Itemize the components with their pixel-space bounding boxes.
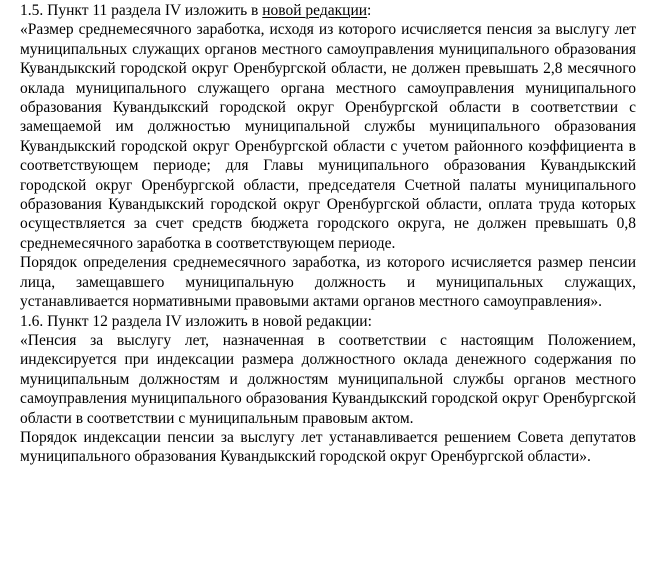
section-1-6-heading: 1.6. Пункт 12 раздела IV изложить в новой редакции: [20,312,372,330]
section-1-6-paragraph-2: Порядок индексации пенсии за выслугу лет устанавливается решением Совета депутатов муниципального образования Кувандыкский городской округ Оренбургской области». [20,428,636,466]
section-1-5-heading [20,1,636,20]
section-1-5-paragraph-1: «Размер среднемесячного заработка, исходя из которого исчисляется пенсия за выслугу лет муниципальных служащих органов местного самоуправления муниципального образования Кувандыкский городской округ Оренбургской области, не должен превышать 2,8 месячного оклада муниципального служащего органа местного самоуправления муниципального образования Кувандыкский городской округ Оренбургской области в соответствии с замещаемой им должностью муниципальной службы муниципального образования Кувандыкский городской округ Оренбургской области с учетом районного коэффициента в соответствующем периоде; для Главы муниципального образования Кувандыкский городской округ Оренбургской области, председателя Счетной палаты муниципального образования Кувандыкский городской округ Оренбургской области, оплата труда которых осуществляется за счет средств бюджета городского округа, не должен превышать 0,8 среднемесячного заработка в соответствующем периоде. [20,21,636,252]
section-1-5-heading-underlined: новой редакции [262,2,368,19]
section-1-6-paragraph-1: «Пенсия за выслугу лет, назначенная в соответствии с настоящим Положением, индексируется при индексации размера должностного оклада денежного содержания по муниципальным должностям и должностям муниципальной службы органов местного самоуправления муниципального образования Кувандыкский городской округ Оренбургской области в соответствии с муниципальным правовым актом. [20,331,636,427]
section-1-5-paragraph-2: Порядок определения среднемесячного заработка, из которого исчисляется размер пенсии лица, замещавшего муниципальную должность и муниципальных служащих, устанавливается нормативными правовыми актами органов местного самоуправления». [20,254,636,311]
section-1-5-heading-prefix: 1.5. Пункт 11 раздела IV изложить в [20,2,263,19]
section-1-5-heading-suffix: : [367,2,372,19]
